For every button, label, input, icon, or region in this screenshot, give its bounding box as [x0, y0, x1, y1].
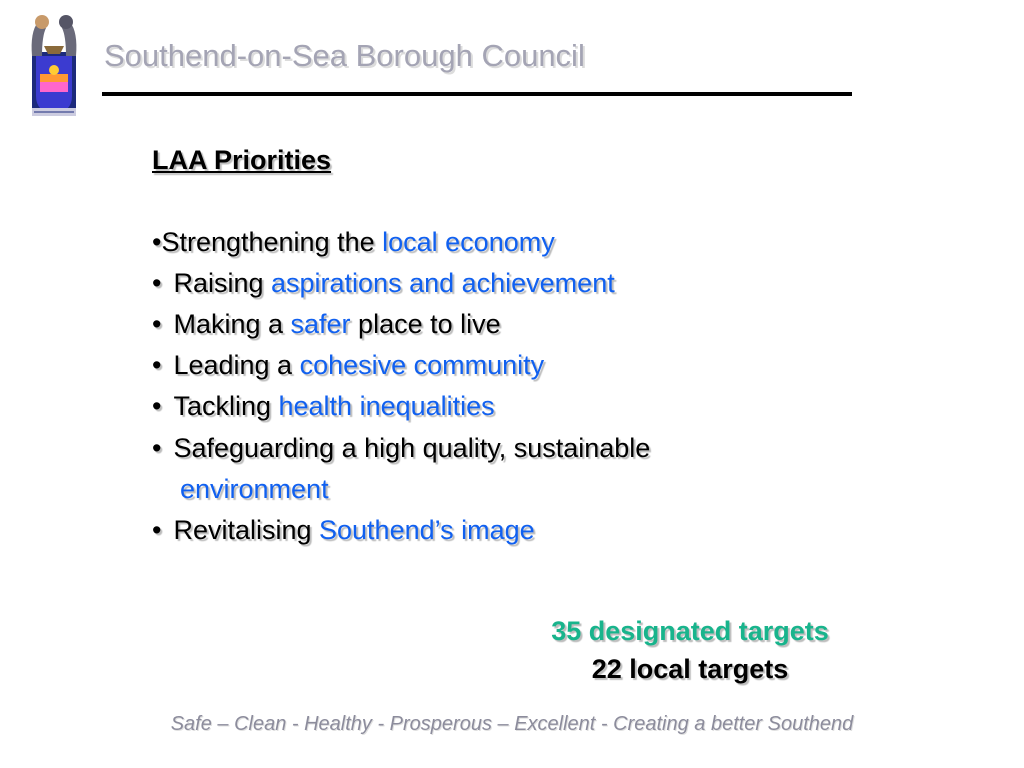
priority-text: Leading a: [173, 350, 300, 380]
priority-item: • Safeguarding a high quality, sustainable: [152, 433, 651, 463]
priority-highlight: health inequalities: [278, 391, 495, 421]
header-rule: [102, 92, 852, 96]
priority-suffix: place to live: [350, 309, 501, 339]
priority-item: • Tackling health inequalities: [152, 391, 495, 421]
organisation-title: Southend-on-Sea Borough Council: [104, 38, 585, 73]
priority-highlight: environment: [180, 474, 329, 504]
priority-text: Tackling: [173, 391, 279, 421]
council-crest-logo: [18, 8, 90, 120]
priority-text: Raising: [173, 268, 271, 298]
designated-targets: 35 designated targets: [551, 616, 829, 646]
priority-item: • Making a safer place to live: [152, 309, 501, 339]
priority-item: •Strengthening the local economy: [152, 227, 555, 257]
priority-item: • Leading a cohesive community: [152, 350, 545, 380]
local-targets: 22 local targets: [591, 654, 789, 684]
priority-item-continued: [180, 473, 329, 505]
priority-item: • Raising aspirations and achievement: [152, 268, 615, 298]
priority-text: Strengthening the: [161, 227, 383, 257]
priority-highlight: local economy: [382, 227, 555, 257]
priority-highlight: Southend’s image: [319, 515, 535, 545]
priority-highlight: cohesive community: [299, 350, 545, 380]
priority-highlight: safer: [290, 309, 351, 339]
section-heading: LAA Priorities: [152, 145, 332, 175]
priority-highlight: aspirations and achievement: [271, 268, 615, 298]
footer-motto: Safe – Clean - Healthy - Prosperous – Excellent - Creating a better Southend: [170, 713, 854, 735]
priority-text: Safeguarding a high quality, sustainable: [173, 433, 651, 463]
targets-summary: [480, 612, 900, 688]
priority-item: • Revitalising Southend’s image: [152, 515, 535, 545]
priority-text: Revitalising: [173, 515, 320, 545]
priority-text: Making a: [173, 309, 291, 339]
